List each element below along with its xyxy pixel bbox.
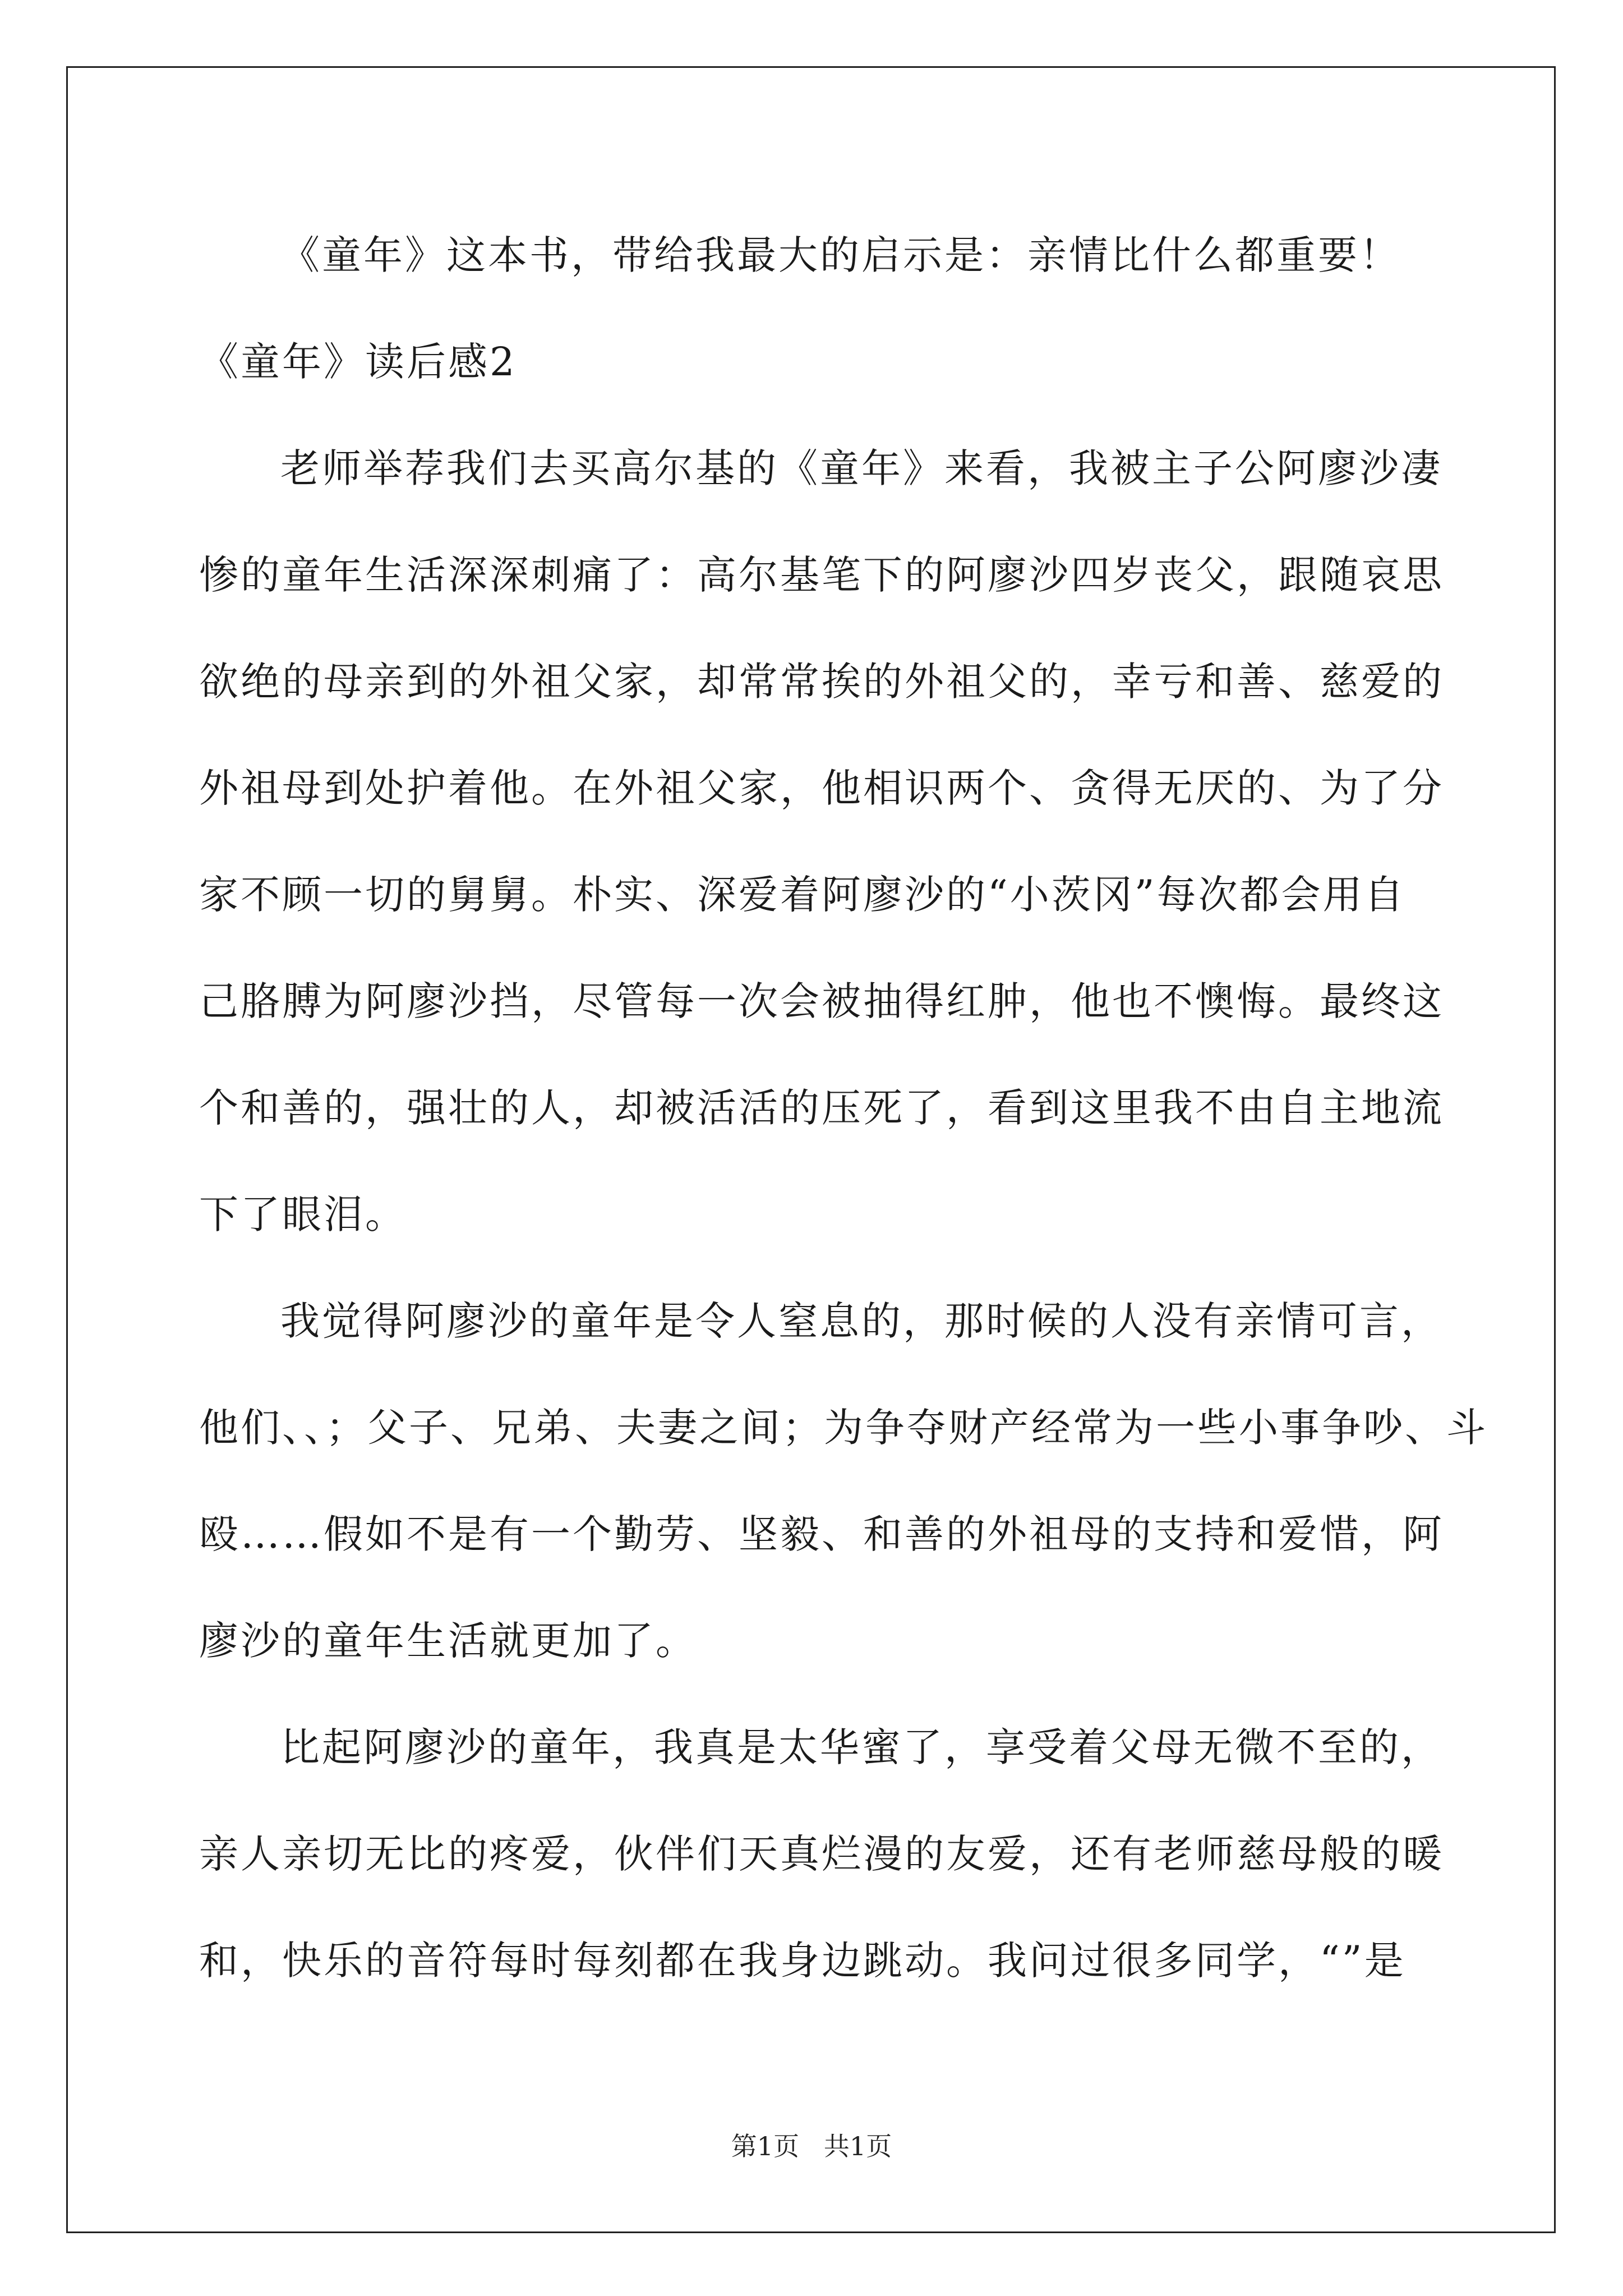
- text-line: 惨的童年生活深深刺痛了：高尔基笔下的阿廖沙四岁丧父，跟随哀思: [199, 552, 1444, 598]
- page-number-footer: 第1页 共1页: [731, 2131, 892, 2161]
- section-heading: 《童年》读后感2: [199, 339, 517, 385]
- text-line: 家不顾一切的舅舅。朴实、深爱着阿廖沙的“小茨冈”每次都会用自: [199, 872, 1406, 918]
- text-line: 廖沙的童年生活就更加了。: [199, 1618, 697, 1664]
- text-line: 《童年》这本书，带给我最大的启示是：亲情比什么都重要！: [280, 232, 1401, 278]
- text-line: 欲绝的母亲到的外祖父家，却常常挨的外祖父的，幸亏和善、慈爱的: [199, 659, 1444, 705]
- text-line: 他们、、；父子、兄弟、夫妻之间；为争夺财产经常为一些小事争吵、斗: [199, 1405, 1488, 1451]
- text-line: 亲人亲切无比的疼爱，伙伴们天真烂漫的友爱，还有老师慈母般的暖: [199, 1831, 1444, 1877]
- text-line: 我觉得阿廖沙的童年是令人窒息的，那时候的人没有亲情可言，: [280, 1298, 1442, 1344]
- text-line: 殴……假如不是有一个勤劳、坚毅、和善的外祖母的支持和爱惜，阿: [199, 1511, 1444, 1557]
- text-line: 个和善的，强壮的人，却被活活的压死了，看到这里我不由自主地流: [199, 1085, 1444, 1131]
- text-line: 和，快乐的音符每时每刻都在我身边跳动。我问过很多同学，“”是: [199, 1938, 1406, 1984]
- text-line: 己胳膊为阿廖沙挡，尽管每一次会被抽得红肿，他也不懊悔。最终这: [199, 978, 1444, 1024]
- document-body: [199, 202, 1488, 2014]
- text-line: 下了眼泪。: [199, 1191, 407, 1237]
- text-line: 外祖母到处护着他。在外祖父家，他相识两个、贪得无厌的、为了分: [199, 765, 1444, 811]
- text-line: 比起阿廖沙的童年，我真是太华蜜了，享受着父母无微不至的，: [280, 1724, 1442, 1770]
- text-line: 老师举荐我们去买高尔基的《童年》来看，我被主子公阿廖沙凄: [280, 445, 1442, 491]
